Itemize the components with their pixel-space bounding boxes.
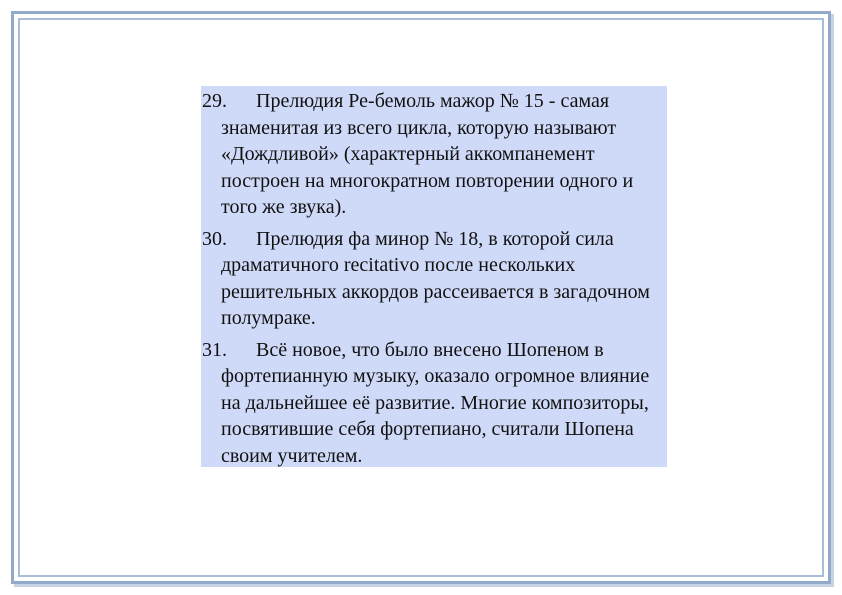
list-item-text-block [202,337,661,470]
list-item [202,337,661,470]
list-item-number: 29. [202,90,227,112]
frame-shadow-bottom [14,584,834,587]
list-item-text: Прелюдия фа минор № 18, в которой сила драматичного recitativo после нескольких решительных аккордов рассеивается в загадочном полумраке. [221,227,650,329]
numbered-text-box [201,86,667,467]
list-item-text: Прелюдия Ре-бемоль мажор № 15 - самая знаменитая из всего цикла, которую называют «Дождливой» (характерный аккомпанемент построен на многократном повторении одного и того же звука). [221,90,634,218]
list-item [202,226,661,332]
list-item-number: 30. [202,227,227,250]
list-item-text-block [202,88,661,221]
list-item-text: Всё новое, что было внесено Шопеном в фортепианную музыку, оказало огромное влияние на дальнейшее её развитие. Многие композиторы, посвятившие себя фортепиано, считали Шопена своим учителем. [221,338,650,467]
list-item-number: 31. [202,338,227,361]
list-item [202,88,661,221]
list-item-text-block [202,226,661,332]
frame-shadow-right [831,14,834,587]
